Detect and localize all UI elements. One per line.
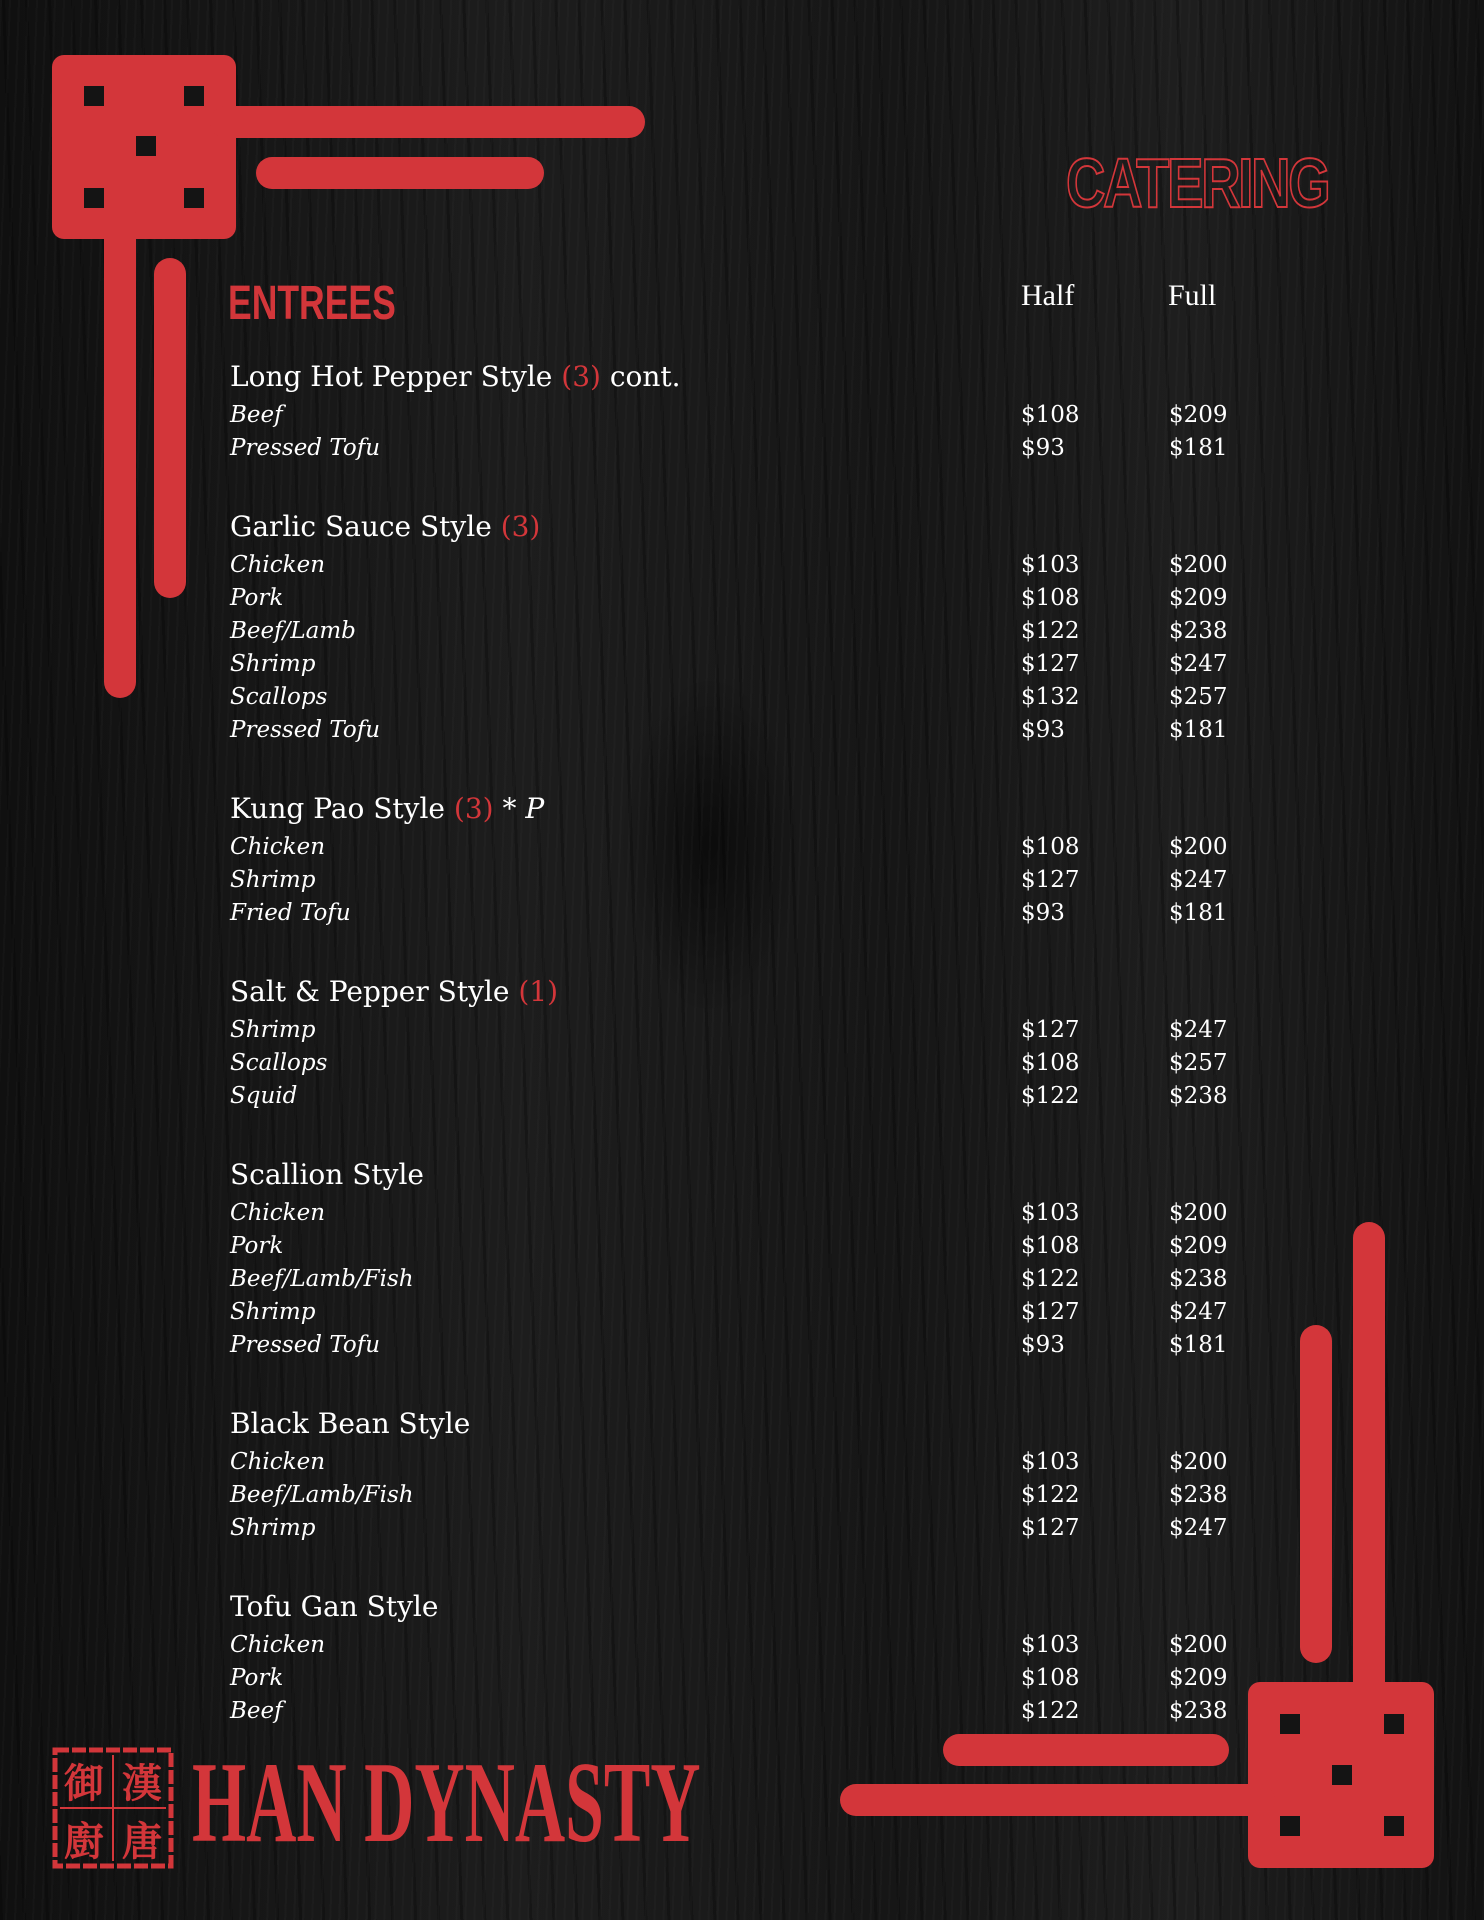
section-title-text: Black Bean Style [230,1407,471,1440]
item-name: Pressed Tofu [230,717,381,743]
section-title-text: Kung Pao Style [230,792,446,825]
menu-section [230,1153,1280,1362]
item-name: Beef/Lamb/Fish [230,1482,414,1508]
price-full: $257 [1169,1050,1228,1076]
menu-item [230,549,1280,582]
price-half: $122 [1021,1083,1080,1109]
menu-item [230,1512,1280,1545]
price-half: $127 [1021,867,1080,893]
price-full: $247 [1169,1299,1228,1325]
menu-item [230,1080,1280,1113]
brand-name: HAN DYNASTY [192,1739,701,1867]
item-name: Shrimp [230,651,316,677]
price-half: $93 [1021,435,1065,461]
menu-item [230,714,1280,747]
price-half: $103 [1021,1200,1080,1226]
section-title-text: Garlic Sauce Style [230,510,492,543]
price-full: $209 [1169,402,1228,428]
item-name: Shrimp [230,1299,316,1325]
menu-item [230,1479,1280,1512]
menu-item [230,681,1280,714]
spice-level: (1) [518,975,559,1008]
price-half: $93 [1021,717,1065,743]
price-full: $200 [1169,834,1228,860]
price-full: $238 [1169,1482,1228,1508]
menu-item [230,1662,1280,1695]
chinese-seal-icon [52,1747,174,1869]
menu-item [230,1446,1280,1479]
price-full: $200 [1169,552,1228,578]
item-name: Chicken [230,1632,326,1658]
price-full: $209 [1169,1233,1228,1259]
menu-item [230,864,1280,897]
price-half: $108 [1021,585,1080,611]
price-full: $200 [1169,1200,1228,1226]
section-title-text: Tofu Gan Style [230,1590,439,1623]
menu-item [230,897,1280,930]
price-half: $103 [1021,1449,1080,1475]
price-half: $122 [1021,1698,1080,1724]
menu-item [230,831,1280,864]
section-title [230,355,1280,399]
page-title: CATERING [1066,144,1329,222]
price-full: $238 [1169,1083,1228,1109]
price-full: $247 [1169,651,1228,677]
item-name: Pressed Tofu [230,435,381,461]
item-name: Shrimp [230,1515,316,1541]
item-name: Scallops [230,684,328,710]
price-full: $181 [1169,900,1228,926]
price-full: $238 [1169,1698,1228,1724]
spice-level: (3) [561,360,601,393]
seal-char-3: 廚 [64,1819,104,1865]
item-name: Pressed Tofu [230,1332,381,1358]
section-heading: ENTREES [228,277,396,330]
item-name: Chicken [230,1449,326,1475]
column-header-full: Full [1168,279,1217,312]
item-name: Squid [230,1083,298,1109]
menu-section [230,787,1280,930]
menu-item [230,1197,1280,1230]
item-name: Pork [230,1665,284,1691]
item-name: Fried Tofu [230,900,351,926]
item-name: Pork [230,1233,284,1259]
price-half: $108 [1021,1050,1080,1076]
seal-char-4: 唐 [122,1819,162,1865]
price-half: $127 [1021,1299,1080,1325]
menu-item [230,1230,1280,1263]
spice-level: (3) [453,792,494,825]
menu-item [230,1629,1280,1662]
menu-item [230,1329,1280,1362]
price-half: $108 [1021,402,1080,428]
section-title-suffix: cont. [609,360,681,393]
item-name: Beef/Lamb [230,618,356,644]
section-title [230,1402,1280,1446]
section-title-text: Salt & Pepper Style [230,975,510,1008]
price-half: $122 [1021,1266,1080,1292]
menu-item [230,432,1280,465]
price-full: $200 [1169,1449,1228,1475]
menu-section [230,355,1280,465]
section-title-text: Scallion Style [230,1158,424,1191]
item-name: Shrimp [230,1017,316,1043]
item-name: Chicken [230,834,326,860]
section-title [230,970,1280,1014]
price-full: $238 [1169,1266,1228,1292]
seal-char-2: 漢 [122,1761,162,1807]
price-full: $209 [1169,1665,1228,1691]
price-half: $108 [1021,1665,1080,1691]
section-title-text: Long Hot Pepper Style [230,360,553,393]
item-name: Pork [230,585,284,611]
price-full: $209 [1169,585,1228,611]
price-half: $127 [1021,651,1080,677]
price-half: $93 [1021,1332,1065,1358]
menu-section [230,505,1280,747]
item-name: Chicken [230,552,326,578]
section-title [230,1585,1280,1629]
section-title [230,787,1280,831]
section-title-suffix: * P [502,792,545,825]
spice-level: (3) [500,510,541,543]
price-half: $108 [1021,1233,1080,1259]
price-half: $127 [1021,1017,1080,1043]
price-half: $103 [1021,1632,1080,1658]
item-name: Shrimp [230,867,316,893]
section-title [230,505,1280,549]
entrees-menu [230,355,1280,1768]
price-half: $132 [1021,684,1080,710]
menu-item [230,1695,1280,1728]
menu-section [230,1402,1280,1545]
menu-section [230,970,1280,1113]
price-half: $108 [1021,834,1080,860]
price-half: $122 [1021,618,1080,644]
price-full: $238 [1169,618,1228,644]
price-full: $247 [1169,1515,1228,1541]
price-full: $247 [1169,867,1228,893]
menu-item [230,399,1280,432]
item-name: Beef [230,1698,283,1724]
item-name: Beef [230,402,283,428]
price-full: $200 [1169,1632,1228,1658]
item-name: Chicken [230,1200,326,1226]
menu-item [230,1047,1280,1080]
price-full: $181 [1169,717,1228,743]
menu-item [230,1296,1280,1329]
price-full: $181 [1169,1332,1228,1358]
seal-char-1: 御 [64,1761,104,1807]
section-title [230,1153,1280,1197]
item-name: Scallops [230,1050,328,1076]
menu-item [230,1263,1280,1296]
menu-item [230,648,1280,681]
menu-item [230,1014,1280,1047]
menu-item [230,582,1280,615]
item-name: Beef/Lamb/Fish [230,1266,414,1292]
price-half: $103 [1021,552,1080,578]
menu-item [230,615,1280,648]
menu-section [230,1585,1280,1728]
column-header-half: Half [1021,279,1075,312]
price-full: $247 [1169,1017,1228,1043]
price-full: $181 [1169,435,1228,461]
price-half: $127 [1021,1515,1080,1541]
price-full: $257 [1169,684,1228,710]
price-half: $122 [1021,1482,1080,1508]
price-half: $93 [1021,900,1065,926]
